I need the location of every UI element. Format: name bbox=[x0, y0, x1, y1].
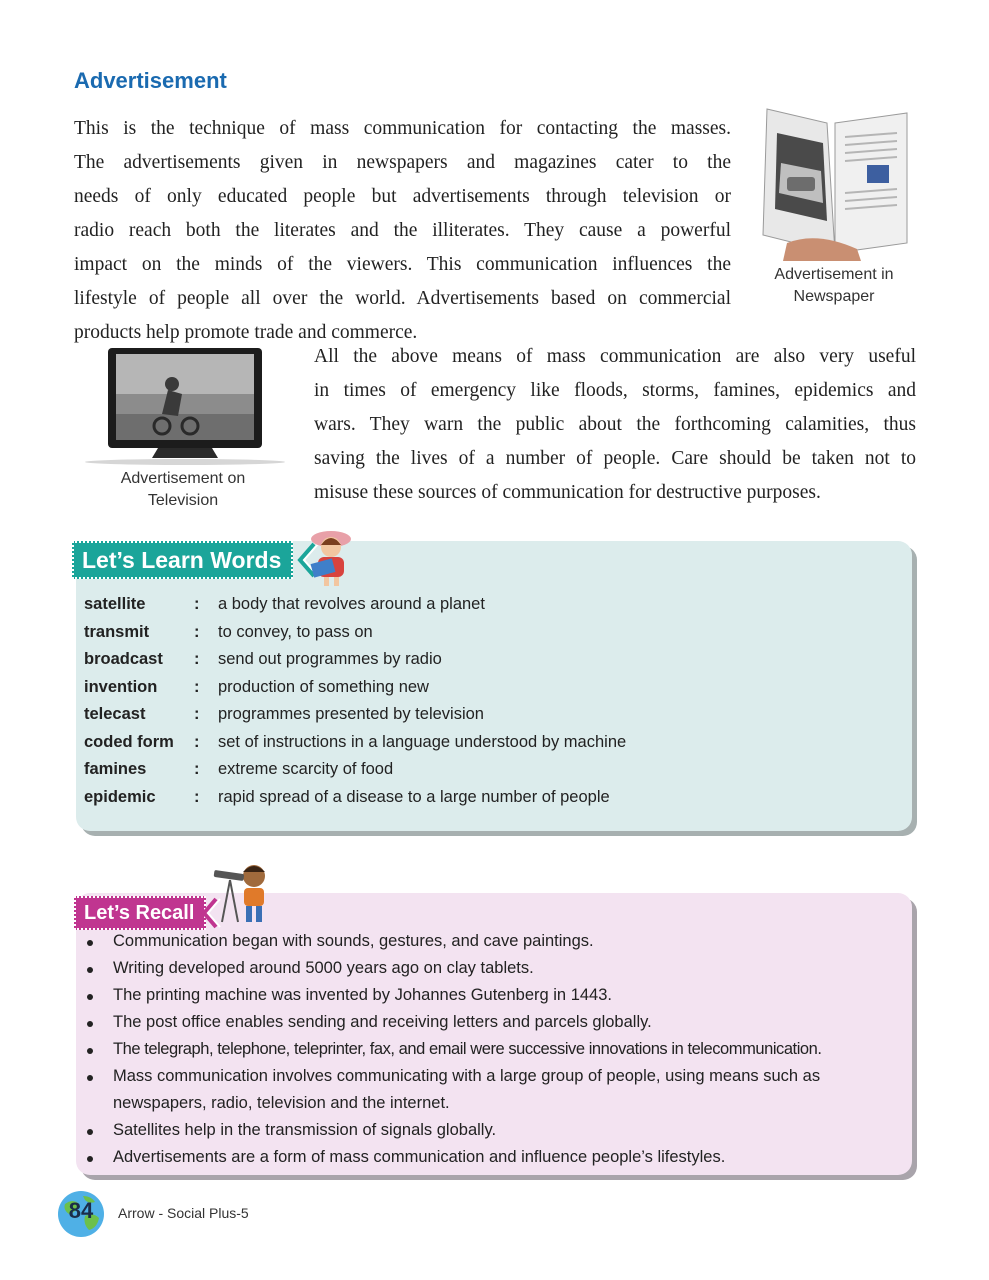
paragraph-line: misuse these sources of communication for destructive purposes. bbox=[314, 482, 821, 503]
recall-item: The telegraph, telephone, teleprinter, fax, and email were successive innovations in telecommunication. bbox=[84, 1036, 908, 1063]
word-colon: : bbox=[194, 787, 200, 806]
word-definition: set of instructions in a language understood by machine bbox=[218, 732, 627, 751]
advertisement-paragraph-2 bbox=[314, 340, 916, 510]
word-row bbox=[84, 646, 626, 674]
advertisement-paragraph-1 bbox=[74, 112, 731, 350]
word-row bbox=[84, 701, 626, 729]
recall-item: Mass communication involves communicating with a large group of people, using means such as newspapers, radio, television and the internet. bbox=[84, 1063, 908, 1117]
television-advertisement-image bbox=[78, 344, 292, 466]
word-colon: : bbox=[194, 705, 200, 723]
book-title: Arrow - Social Plus-5 bbox=[118, 1205, 249, 1221]
word-colon: : bbox=[194, 760, 200, 778]
recall-item: Satellites help in the transmission of signals globally. bbox=[84, 1117, 908, 1144]
paragraph-line: wars. They warn the public about the forthcoming calamities, thus bbox=[314, 414, 916, 435]
caption-line: Television bbox=[147, 492, 219, 509]
word-definition: to convey, to pass on bbox=[218, 622, 373, 641]
paragraph-line: in times of emergency like floods, storms, famines, epidemics and bbox=[314, 380, 916, 401]
word-definition: programmes presented by television bbox=[218, 705, 484, 723]
word-row bbox=[84, 619, 626, 647]
word-row bbox=[84, 591, 626, 619]
word-term: broadcast bbox=[84, 650, 163, 668]
caption-line: Newspaper bbox=[793, 288, 875, 305]
girl-reading-icon bbox=[304, 527, 356, 587]
caption-line: Advertisement on bbox=[120, 470, 246, 487]
word-term: invention bbox=[84, 677, 158, 696]
learn-words-title: Let’s Learn Words bbox=[72, 541, 293, 579]
word-definition: send out programmes by radio bbox=[218, 650, 442, 668]
paragraph-line: saving the lives of a number of people. Care should be taken not to bbox=[314, 448, 916, 469]
page-number: 84 bbox=[68, 1198, 94, 1223]
word-term: epidemic bbox=[84, 787, 156, 806]
word-term: transmit bbox=[84, 622, 150, 641]
recall-item: Communication began with sounds, gestures, and cave paintings. bbox=[84, 928, 908, 955]
paragraph-line: All the above means of mass communication are also very useful bbox=[314, 346, 916, 367]
word-definition: production of something new bbox=[218, 677, 429, 696]
paragraph-line: The advertisements given in newspapers and magazines cater to the bbox=[74, 152, 731, 173]
paragraph-line: radio reach both the literates and the illiterates. They cause a powerful bbox=[74, 220, 731, 241]
word-term: famines bbox=[84, 760, 147, 778]
word-term: telecast bbox=[84, 705, 146, 723]
recall-item: Writing developed around 5000 years ago on clay tablets. bbox=[84, 955, 908, 982]
paragraph-line: impact on the minds of the viewers. This communication influences the bbox=[74, 254, 731, 275]
recall-list bbox=[84, 928, 908, 1171]
television-caption bbox=[95, 468, 271, 512]
paragraph-line: lifestyle of people all over the world. Advertisements based on commercial bbox=[74, 288, 731, 309]
boy-telescope-icon bbox=[210, 862, 274, 926]
word-colon: : bbox=[194, 677, 200, 696]
recall-item: The printing machine was invented by Johannes Gutenberg in 1443. bbox=[84, 982, 908, 1009]
newspaper-caption bbox=[748, 264, 920, 308]
word-definition: rapid spread of a disease to a large number of people bbox=[218, 787, 610, 806]
word-colon: : bbox=[194, 622, 200, 641]
word-row bbox=[84, 729, 626, 757]
learn-words-list bbox=[84, 591, 626, 811]
paragraph-line: products help promote trade and commerce. bbox=[74, 322, 418, 343]
word-row bbox=[84, 756, 626, 784]
word-row bbox=[84, 674, 626, 702]
recall-item: Advertisements are a form of mass communication and influence people’s lifestyles. bbox=[84, 1144, 908, 1171]
recall-title: Let’s Recall bbox=[74, 896, 206, 930]
word-colon: : bbox=[194, 595, 200, 613]
word-definition: a body that revolves around a planet bbox=[218, 595, 485, 613]
newspaper-advertisement-image bbox=[757, 103, 913, 261]
word-colon: : bbox=[194, 732, 200, 751]
word-row bbox=[84, 784, 626, 812]
paragraph-line: This is the technique of mass communication for contacting the masses. bbox=[74, 118, 731, 139]
paragraph-line: needs of only educated people but advertisements through television or bbox=[74, 186, 731, 207]
caption-line: Advertisement in bbox=[774, 266, 894, 283]
word-term: satellite bbox=[84, 595, 146, 613]
recall-item: The post office enables sending and receiving letters and parcels globally. bbox=[84, 1009, 908, 1036]
word-colon: : bbox=[194, 650, 200, 668]
word-term: coded form bbox=[84, 732, 174, 751]
word-definition: extreme scarcity of food bbox=[218, 760, 394, 778]
section-heading-advertisement: Advertisement bbox=[74, 68, 227, 93]
